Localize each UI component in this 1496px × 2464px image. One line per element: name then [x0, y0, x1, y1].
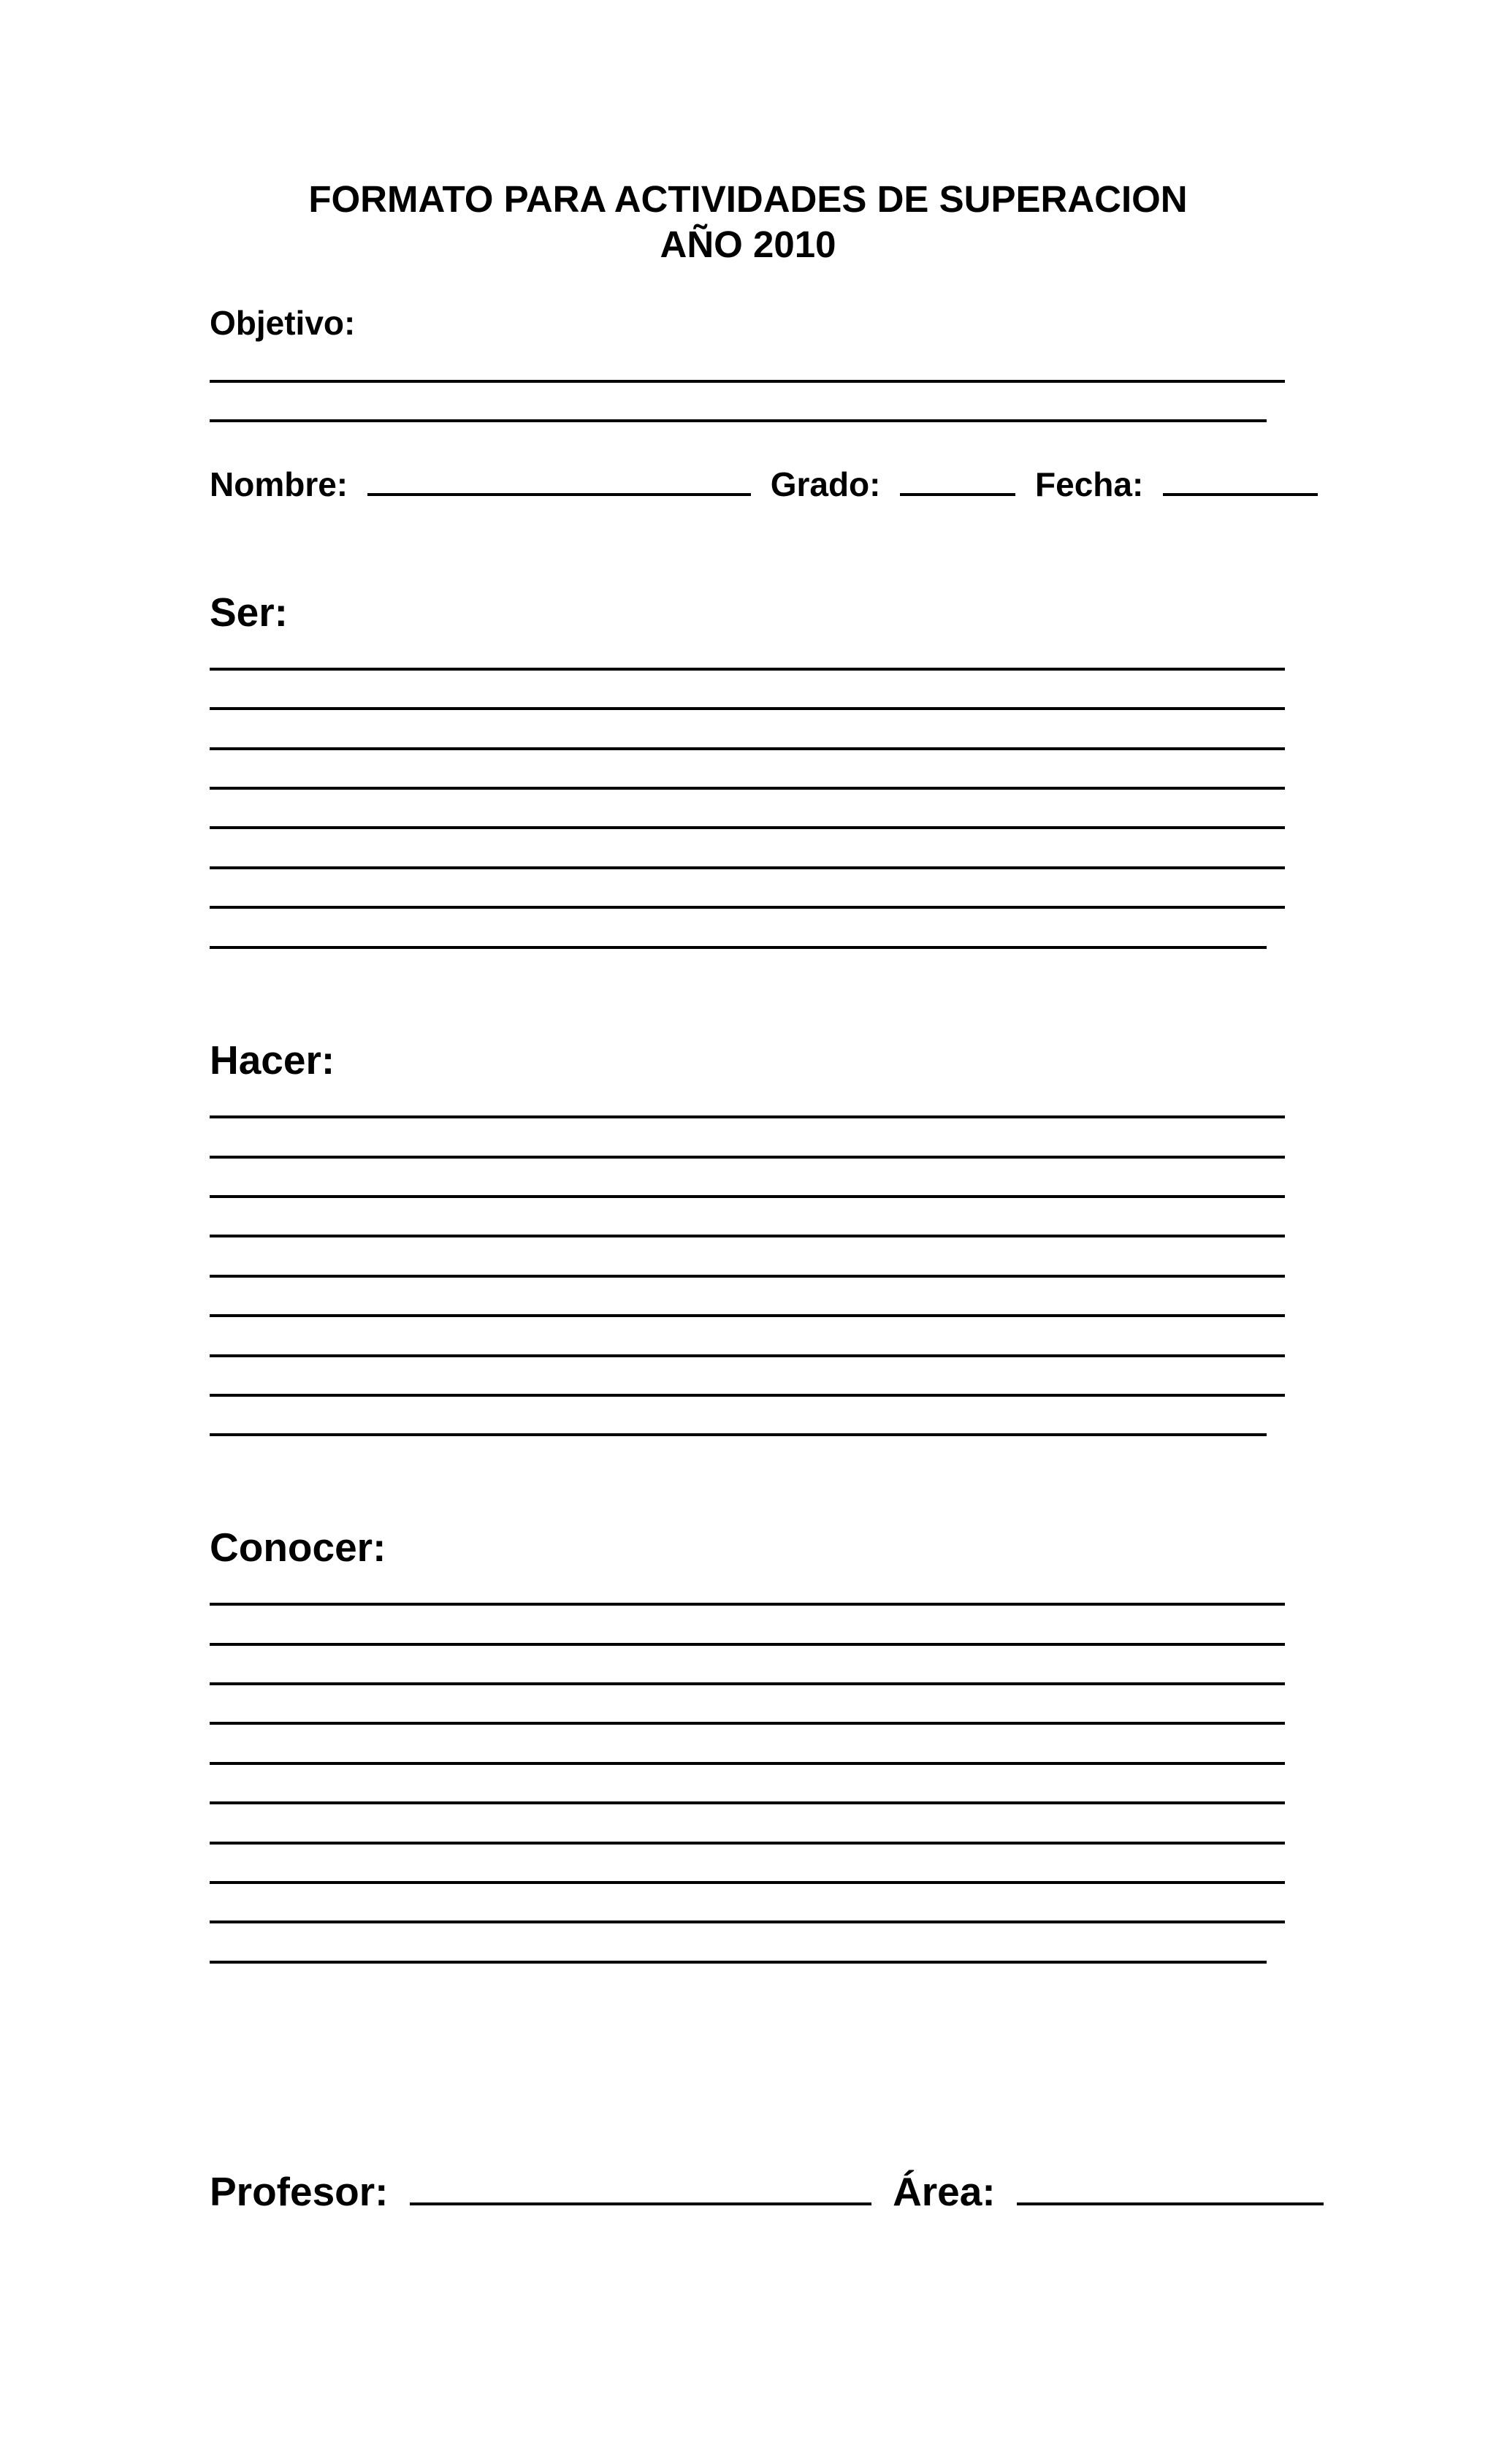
ser-label: Ser: [210, 590, 288, 635]
grado-field[interactable] [900, 461, 1015, 496]
hacer-line-4[interactable] [210, 1235, 1285, 1237]
area-label: Área: [893, 2169, 996, 2214]
ser-line-5[interactable] [210, 826, 1285, 829]
conocer-line-6[interactable] [210, 1801, 1285, 1804]
student-info-row [210, 461, 1318, 505]
conocer-line-7[interactable] [210, 1842, 1285, 1845]
conocer-line-8[interactable] [210, 1881, 1285, 1884]
hacer-line-7[interactable] [210, 1354, 1285, 1357]
ser-line-7[interactable] [210, 906, 1285, 909]
conocer-label: Conocer: [210, 1525, 386, 1570]
ser-line-4[interactable] [210, 787, 1285, 790]
grado-label: Grado: [770, 465, 881, 503]
ser-line-2[interactable] [210, 707, 1285, 710]
ser-line-1[interactable] [210, 668, 1285, 671]
fecha-label: Fecha: [1035, 465, 1144, 503]
hacer-line-6[interactable] [210, 1314, 1285, 1317]
objetivo-label: Objetivo: [210, 304, 356, 342]
conocer-line-9[interactable] [210, 1921, 1285, 1923]
hacer-line-2[interactable] [210, 1156, 1285, 1159]
fecha-field[interactable] [1163, 461, 1318, 496]
nombre-label: Nombre: [210, 465, 348, 503]
hacer-line-1[interactable] [210, 1115, 1285, 1118]
ser-line-6[interactable] [210, 866, 1285, 869]
nombre-field[interactable] [367, 461, 751, 496]
conocer-line-4[interactable] [210, 1722, 1285, 1725]
hacer-label: Hacer: [210, 1037, 335, 1083]
form-title: FORMATO PARA ACTIVIDADES DE SUPERACION [308, 178, 1188, 220]
objetivo-line-1[interactable] [210, 380, 1285, 383]
conocer-line-3[interactable] [210, 1682, 1285, 1685]
footer-row [210, 2164, 1324, 2216]
hacer-line-9[interactable] [210, 1433, 1267, 1436]
hacer-line-8[interactable] [210, 1394, 1285, 1397]
profesor-field[interactable] [410, 2164, 871, 2205]
conocer-line-2[interactable] [210, 1643, 1285, 1646]
form-year: AÑO 2010 [660, 224, 836, 265]
conocer-line-10[interactable] [210, 1961, 1267, 1964]
ser-line-8[interactable] [210, 946, 1267, 949]
hacer-line-5[interactable] [210, 1275, 1285, 1278]
profesor-label: Profesor: [210, 2169, 389, 2214]
objetivo-line-2[interactable] [210, 419, 1267, 422]
hacer-line-3[interactable] [210, 1195, 1285, 1198]
area-field[interactable] [1017, 2164, 1324, 2205]
ser-line-3[interactable] [210, 747, 1285, 750]
conocer-line-5[interactable] [210, 1762, 1285, 1765]
conocer-line-1[interactable] [210, 1603, 1285, 1606]
